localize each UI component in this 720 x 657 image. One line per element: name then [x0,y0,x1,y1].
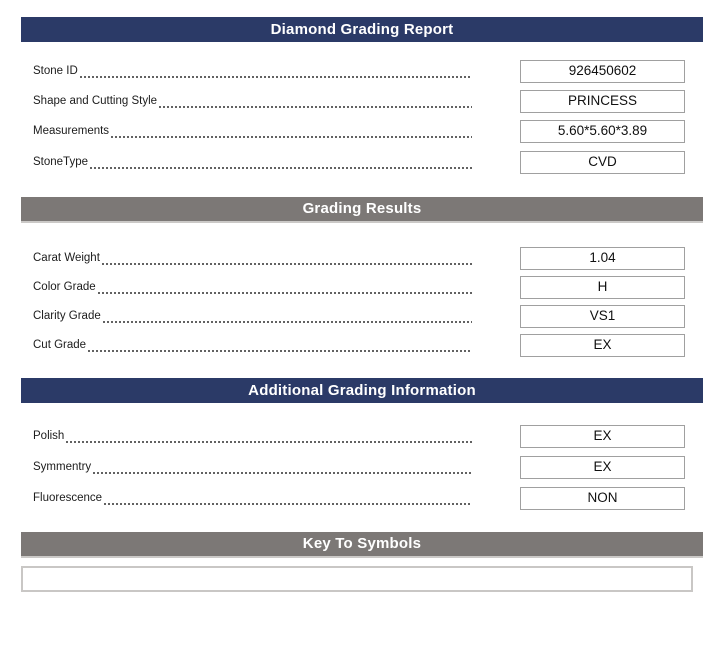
carat-weight-label-wrap [33,247,472,270]
field-row-measurements [21,120,703,143]
fluorescence-value-box: NON [520,487,685,510]
field-row-stone-id [21,60,703,83]
dotted-leader [101,247,472,266]
measurements-value-box: 5.60*5.60*3.89 [520,120,685,143]
shape-cutting-style-value-box: PRINCESS [520,90,685,113]
dotted-leader [110,120,472,139]
field-row-stone-type [21,151,703,174]
section-header-grading-results: Grading Results [21,197,703,223]
cut-grade-label-wrap [33,334,472,357]
fluorescence-label-wrap [33,487,472,510]
stone-type-label: StoneType [33,156,88,168]
polish-value-box: EX [520,425,685,448]
clarity-grade-label-wrap [33,305,472,328]
symmetry-label-wrap [33,456,472,479]
dotted-leader [92,456,472,475]
polish-label-wrap [33,425,472,448]
field-row-carat-weight [21,247,703,270]
field-row-clarity-grade [21,305,703,328]
dotted-leader [103,487,472,506]
color-grade-label-wrap [33,276,472,299]
dotted-leader [97,276,472,295]
symmetry-label: Symmentry [33,461,92,473]
cut-grade-label: Cut Grade [33,339,87,351]
color-grade-label: Color Grade [33,281,96,293]
dotted-leader [158,90,472,109]
fluorescence-label: Fluorescence [33,492,103,504]
key-to-symbols-box [21,566,693,592]
color-grade-value-box: H [520,276,685,299]
symmetry-value-box: EX [520,456,685,479]
section-header-diamond-grading-report: Diamond Grading Report [21,17,703,42]
field-row-fluorescence [21,487,703,510]
section-header-key-to-symbols: Key To Symbols [21,532,703,558]
dotted-leader [102,305,472,324]
shape-cutting-style-label: Shape and Cutting Style [33,95,158,107]
stone-type-value-box: CVD [520,151,685,174]
stone-id-value-box: 926450602 [520,60,685,83]
dotted-leader [89,151,472,170]
field-row-cut-grade [21,334,703,357]
measurements-label: Measurements [33,125,110,137]
cut-grade-value-box: EX [520,334,685,357]
dotted-leader [65,425,472,444]
stone-id-label-wrap [33,60,472,83]
field-row-symmetry [21,456,703,479]
field-row-color-grade [21,276,703,299]
carat-weight-label: Carat Weight [33,252,100,264]
clarity-grade-label: Clarity Grade [33,310,101,322]
stone-type-label-wrap [33,151,472,174]
measurements-label-wrap [33,120,472,143]
section-header-additional-grading-information: Additional Grading Information [21,378,703,403]
carat-weight-value-box: 1.04 [520,247,685,270]
polish-label: Polish [33,430,65,442]
field-row-polish [21,425,703,448]
dotted-leader [87,334,472,353]
clarity-grade-value-box: VS1 [520,305,685,328]
field-row-shape-cutting-style [21,90,703,113]
stone-id-label: Stone ID [33,65,78,77]
dotted-leader [79,60,472,79]
shape-cutting-style-label-wrap [33,90,472,113]
